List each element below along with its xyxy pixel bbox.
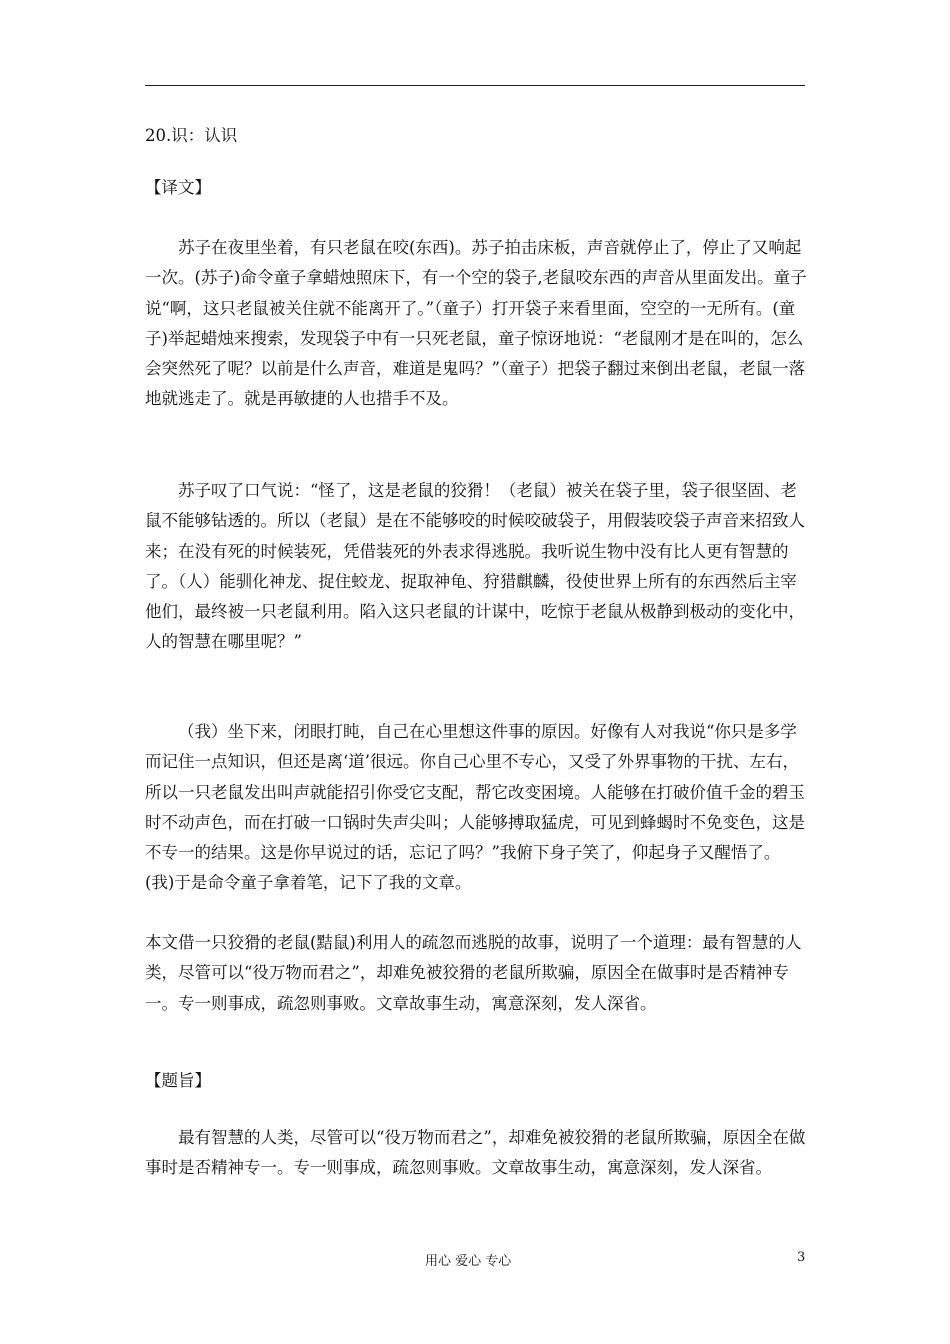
theme-heading: 【题旨】 bbox=[145, 1071, 211, 1090]
footer-motto: 用心 爱心 专心 bbox=[425, 1254, 512, 1269]
translation-paragraph-1: 苏子在夜里坐着，有只老鼠在咬(东西)。苏子拍击床板，声音就停止了，停止了又响起一次。(苏子)命令童子拿蜡烛照床下，有一个空的袋子,老鼠咬东西的声音从里面发出。童子说“啊，这只老鼠被关住就不能离开了。”（童子）打开袋子来看里面，空空的一无所有。(童子)举起蜡烛来搜索，发现袋子中有一只死老鼠，童子惊讶地说：“老鼠刚才是在叫的，怎么会突然死了呢？以前是什么声音，难道是鬼吗？”（童子）把袋子翻过来倒出老鼠，老鼠一落地就逃走了。就是再敏捷的人也措手不及。 bbox=[145, 238, 807, 409]
page-number: 3 bbox=[797, 1250, 806, 1265]
theme-paragraph: 最有智慧的人类，尽管可以“役万物而君之”，却难免被狡猾的老鼠所欺骗，原因全在做事时是否精神专一。专一则事成，疏忽则事败。文章故事生动，寓意深刻，发人深省。 bbox=[145, 1128, 806, 1178]
header-rule bbox=[145, 85, 805, 86]
summary-paragraph: 本文借一只狡猾的老鼠(黠鼠)利用人的疏忽而逃脱的故事，说明了一个道理：最有智慧的人类，尽管可以“役万物而君之”，却难免被狡猾的老鼠所欺骗，原因全在做事时是否精神专一。专一则事成，疏忽则事败。文章故事生动，寓意深刻，发人深省。 bbox=[145, 933, 802, 1013]
translation-heading: 【译文】 bbox=[145, 178, 211, 197]
translation-paragraph-2: 苏子叹了口气说：“怪了，这是老鼠的狡猾！（老鼠）被关在袋子里，袋子很坚固、老鼠不能够钻透的。所以（老鼠）是在不能够咬的时候咬破袋子，用假装咬袋子声音来招致人来；在没有死的时候装死，凭借装死的外表求得逃脱。我听说生物中没有比人更有智慧的了。（人）能驯化神龙、捉住蛟龙、捉取神龟、狩猎麒麟，役使世界上所有的东西然后主宰他们，最终被一只老鼠利用。陷入这只老鼠的计谋中，吃惊于老鼠从极静到极动的变化中，人的智慧在哪里呢？” bbox=[145, 481, 805, 652]
note-20: 20.识：认识 bbox=[145, 126, 238, 145]
translation-paragraph-3: （我）坐下来，闭眼打盹，自己在心里想这件事的原因。好像有人对我说“你只是多学而记住一点知识，但还是离‘道’很远。你自己心里不专心，又受了外界事物的干扰、左右，所以一只老鼠发出叫声就能招引你受它支配，帮它改变困境。人能够在打破价值千金的碧玉时不动声色，而在打破一口锅时失声尖叫；人能够搏取猛虎，可见到蜂蝎时不免变色，这是不专一的结果。这是你早说过的话，忘记了吗？”我俯下身子笑了，仰起身子又醒悟了。(我)于是命令童子拿着笔，记下了我的文章。 bbox=[145, 722, 805, 893]
